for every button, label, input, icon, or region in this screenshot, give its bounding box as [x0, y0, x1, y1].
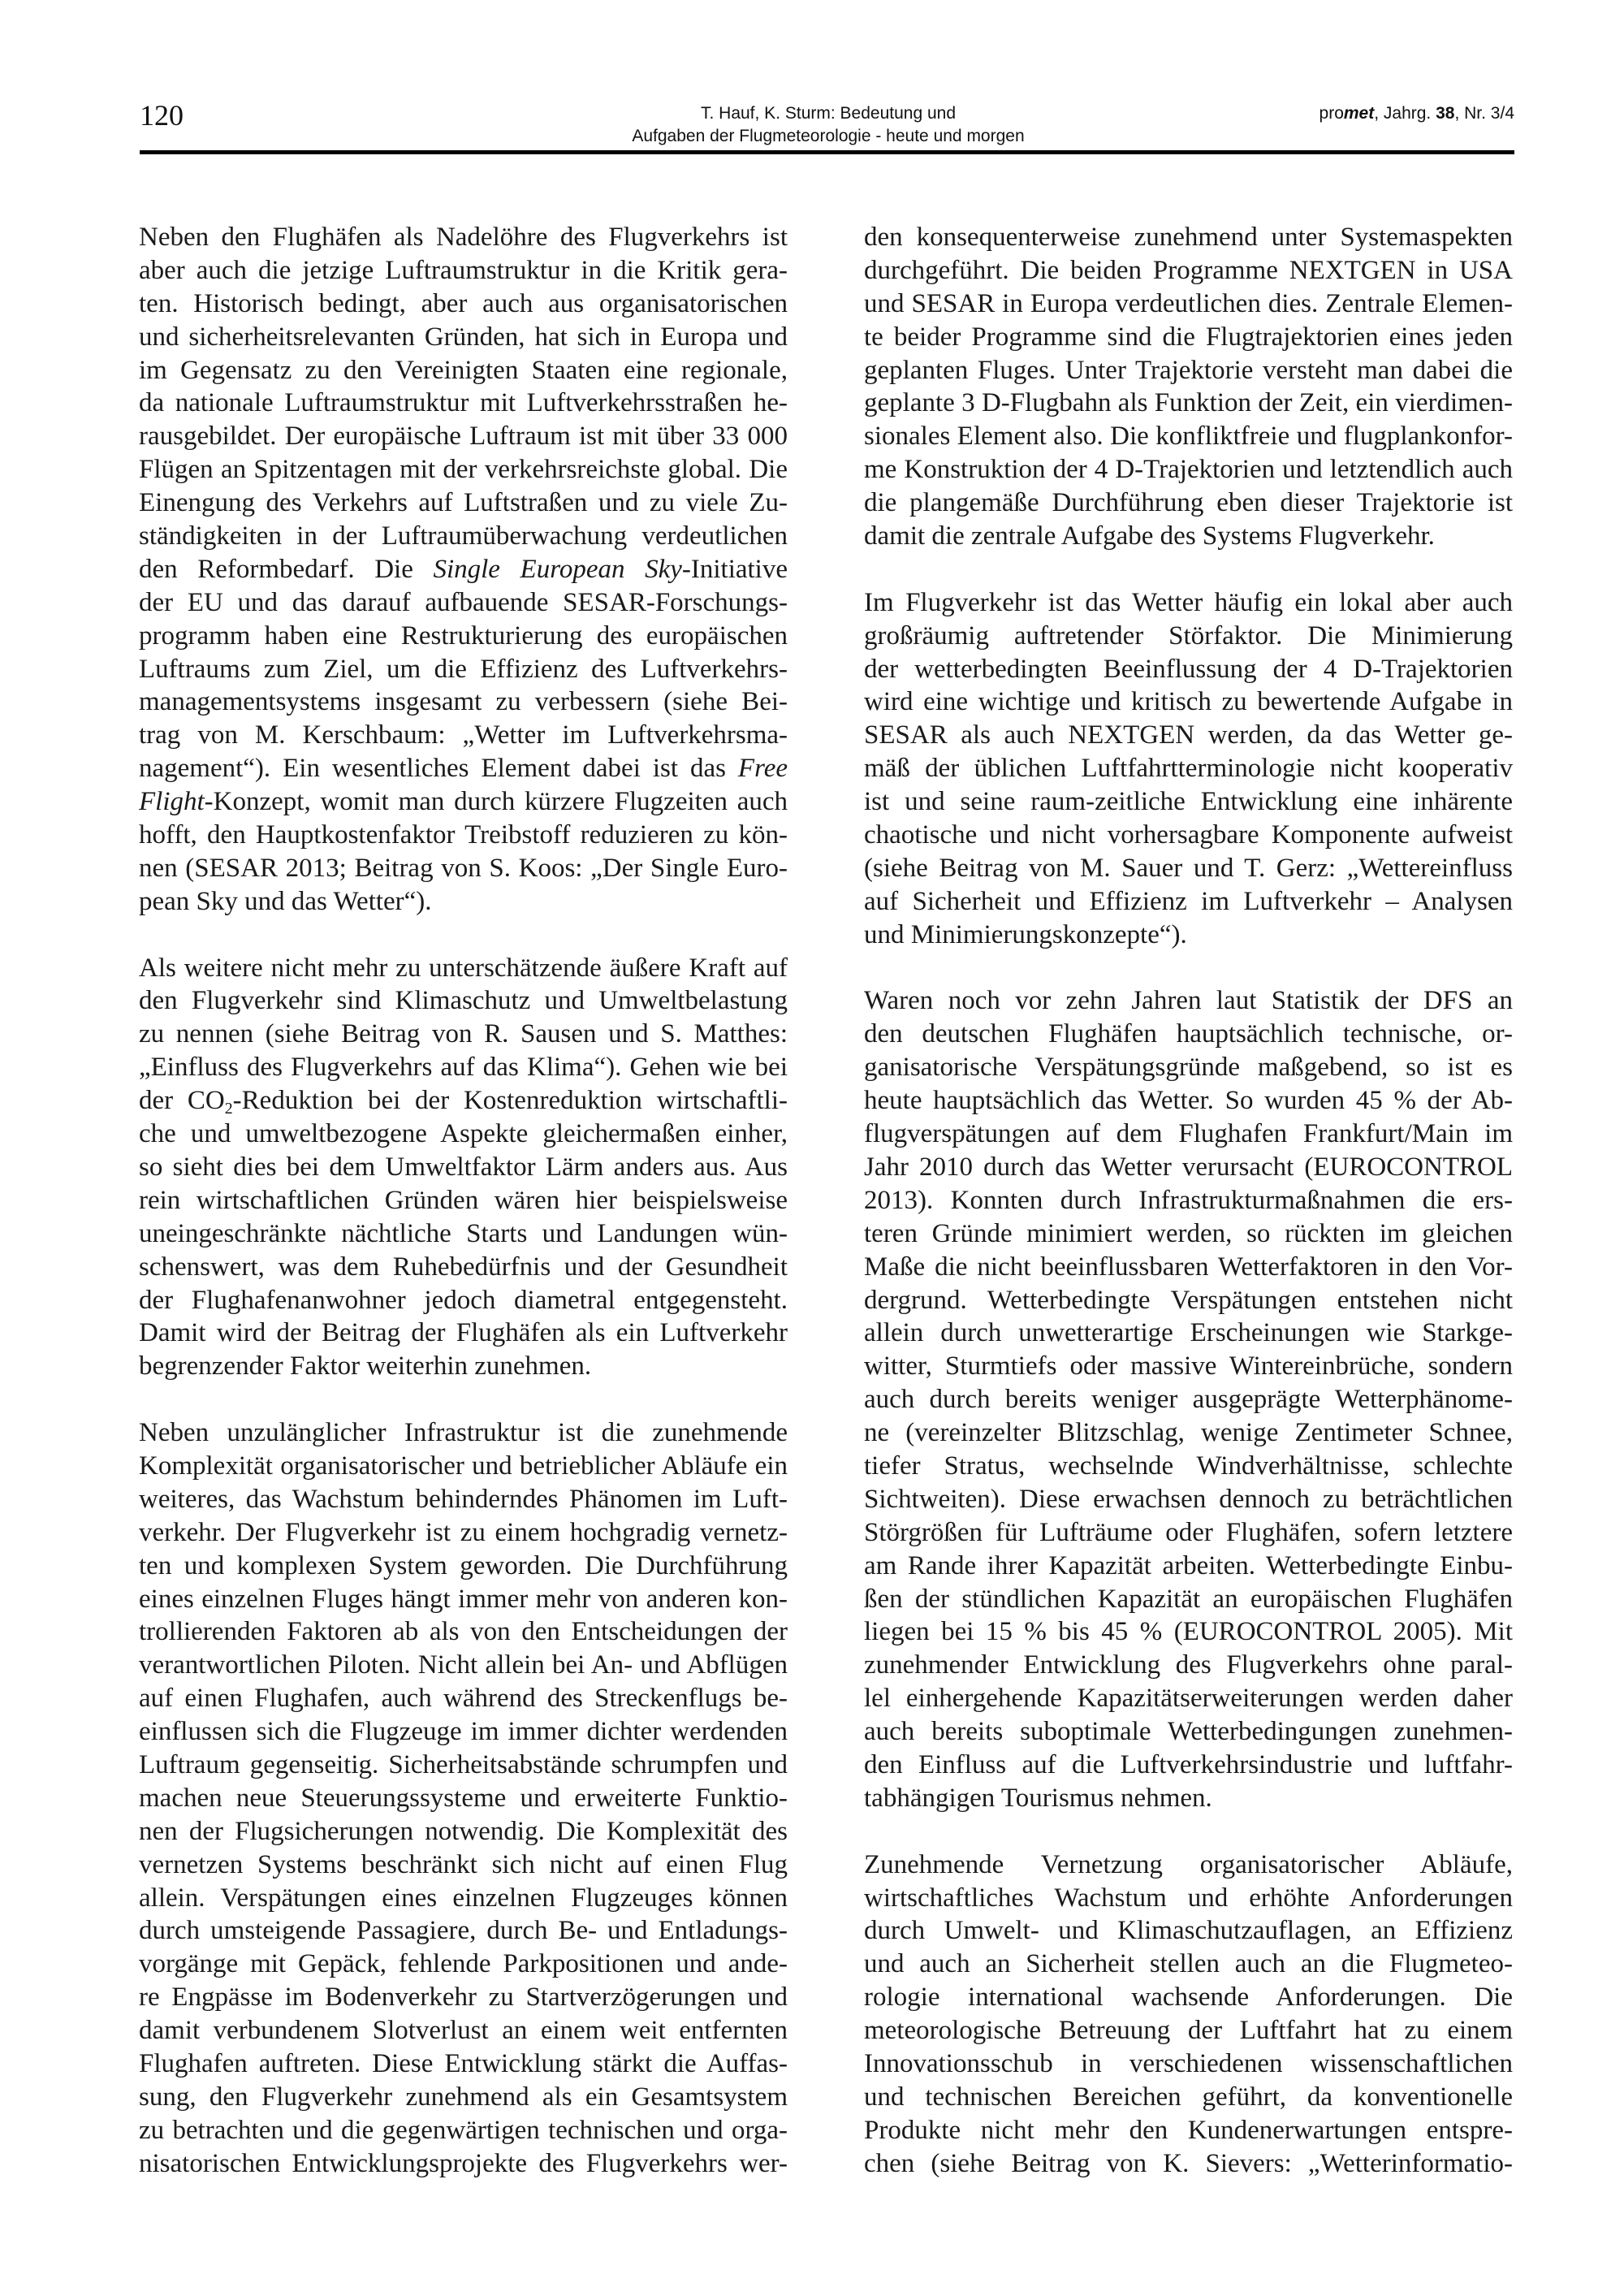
- text-line: einflussen sich die Flugzeuge im immer dichter werdenden: [139, 1717, 788, 1747]
- text-line: rein wirtschaftlichen Gründen wären hier beispielsweise: [139, 1185, 788, 1215]
- text-line: (siehe Beitrag von M. Sauer und T. Gerz: „Wettereinfluss: [864, 853, 1513, 883]
- paragraph: [139, 221, 788, 919]
- journal-name-pro: pro: [1319, 104, 1344, 123]
- header-rule: [140, 150, 1514, 154]
- text-line: lel einhergehende Kapazitätserweiterungen werden daher: [864, 1684, 1513, 1714]
- text-line: managementsystems insgesamt zu verbessern (siehe Bei-: [139, 687, 788, 717]
- text-line: Jahr 2010 durch das Wetter verursacht (EUROCONTROL: [864, 1152, 1513, 1182]
- running-title: [568, 102, 1088, 148]
- text-line: damit verbundenem Slotverlust an einem weit entfernten: [139, 2016, 788, 2046]
- text-line: und auch an Sicherheit stellen auch an die Flugmeteo-: [864, 1949, 1513, 1979]
- italic-text: Single European Sky: [433, 554, 682, 584]
- text-line: sung, den Flugverkehr zunehmend als ein Gesamtsystem: [139, 2082, 788, 2112]
- text-line: so sieht dies bei dem Umweltfaktor Lärm anders aus. Aus: [139, 1152, 788, 1182]
- text-line: te beider Programme sind die Flugtrajektorien eines jeden: [864, 322, 1513, 352]
- text-line: nen der Flugsicherungen notwendig. Die Komplexität des: [139, 1816, 788, 1846]
- text-line: tabhängigen Tourismus nehmen.: [864, 1783, 1212, 1813]
- text-line: Einengung des Verkehrs auf Luftstraßen und zu viele Zu-: [139, 488, 788, 518]
- journal-volume: 38: [1436, 104, 1455, 123]
- text-segment: -Reduktion bei der Kostenreduktion wirtschaftli-: [232, 1086, 788, 1116]
- text-line: ne (vereinzelter Blitzschlag, wenige Zentimeter Schnee,: [864, 1418, 1513, 1448]
- text-line: zu betrachten und die gegenwärtigen technischen und orga-: [139, 2115, 788, 2145]
- text-line: trollierenden Faktoren ab als von den Entscheidungen der: [139, 1617, 788, 1647]
- text-line: 2013). Konnten durch Infrastrukturmaßnahmen die ers-: [864, 1185, 1513, 1215]
- journal-name-met: met: [1343, 104, 1375, 123]
- text-line: nisatorischen Entwicklungsprojekte des Flugverkehrs wer-: [139, 2148, 788, 2178]
- text-line: Waren noch vor zehn Jahren laut Statistik der DFS an: [864, 986, 1513, 1016]
- text-line: dergrund. Wetterbedingte Verspätungen entstehen nicht: [864, 1285, 1513, 1315]
- text-line: rologie international wachsende Anforderungen. Die: [864, 1983, 1513, 2013]
- text-line: der wetterbedingten Beeinflussung der 4 D-Trajektorien: [864, 654, 1513, 684]
- text-line: rausgebildet. Der europäische Luftraum ist mit über 33 000: [139, 422, 788, 452]
- text-line: geplanten Fluges. Unter Trajektorie versteht man dabei die: [864, 355, 1513, 385]
- running-title-line-2: Aufgaben der Flugmeteorologie - heute und morgen: [632, 127, 1025, 145]
- text-line: pean Sky und das Wetter“).: [139, 886, 432, 916]
- text-line: Störgrößen für Lufträume oder Flughäfen, sofern letztere: [864, 1517, 1513, 1547]
- text-line: verantwortlichen Piloten. Nicht allein bei An- und Abflügen: [139, 1650, 788, 1680]
- text-line: vernetzen Systems beschränkt sich nicht auf einen Flug: [139, 1849, 788, 1879]
- text-line: zu nennen (siehe Beitrag von R. Sausen und S. Matthes:: [139, 1019, 788, 1049]
- text-line: vorgänge mit Gepäck, fehlende Parkpositionen und ande-: [139, 1949, 788, 1979]
- text-line: nen (SESAR 2013; Beitrag von S. Koos: „Der Single Euro-: [139, 853, 788, 883]
- subscript-text: 2: [224, 1100, 233, 1118]
- text-line: [139, 553, 788, 586]
- text-line: den Einfluss auf die Luftverkehrsindustrie und luftfahr-: [864, 1749, 1513, 1779]
- text-line: me Konstruktion der 4 D-Trajektorien und letztendlich auch: [864, 455, 1513, 485]
- text-line: aber auch die jetzige Luftraumstruktur in die Kritik gera-: [139, 255, 788, 285]
- text-line: „Einfluss des Flugverkehrs auf das Klima“). Gehen wie bei: [139, 1053, 788, 1083]
- text-line: Damit wird der Beitrag der Flughäfen als ein Luftverkehr: [139, 1318, 788, 1348]
- text-line: trag von M. Kerschbaum: „Wetter im Luftverkehrsma-: [139, 720, 788, 750]
- text-line: Neben unzulänglicher Infrastruktur ist die zunehmende: [139, 1418, 788, 1448]
- journal-year-label: , Jahrg.: [1374, 104, 1436, 123]
- paragraph: [864, 221, 1513, 553]
- text-line: heute hauptsächlich das Wetter. So wurden 45 % der Ab-: [864, 1086, 1513, 1116]
- text-line: eines einzelnen Fluges hängt immer mehr von anderen kon-: [139, 1584, 788, 1614]
- text-line: und technischen Bereichen geführt, da konventionelle: [864, 2082, 1513, 2112]
- text-line: Komplexität organisatorischer und betrieblicher Abläufe ein: [139, 1451, 788, 1481]
- text-line: Im Flugverkehr ist das Wetter häufig ein lokal aber auch: [864, 587, 1513, 617]
- text-line: und Minimierungskonzepte“).: [864, 919, 1187, 949]
- right-column: [864, 221, 1513, 2213]
- text-line: witter, Sturmtiefs oder massive Wintereinbrüche, sondern: [864, 1351, 1513, 1381]
- text-line: meteorologische Betreuung der Luftfahrt hat zu einem: [864, 2016, 1513, 2046]
- text-line: und sicherheitsrelevanten Gründen, hat sich in Europa und: [139, 322, 788, 352]
- paragraph: [864, 984, 1513, 1814]
- text-line: [139, 785, 788, 819]
- text-line: programm haben eine Restrukturierung des europäischen: [139, 620, 788, 651]
- text-line: Luftraums zum Ziel, um die Effizienz des Luftverkehrs-: [139, 654, 788, 684]
- text-line: Als weitere nicht mehr zu unterschätzende äußere Kraft auf: [139, 953, 788, 983]
- text-line: Produkte nicht mehr den Kundenerwartungen entspre-: [864, 2115, 1513, 2145]
- text-line: und SESAR in Europa verdeutlichen dies. Zentrale Elemen-: [864, 288, 1513, 318]
- text-line: machen neue Steuerungssysteme und erweiterte Funktio-: [139, 1783, 788, 1813]
- text-line: da nationale Luftraumstruktur mit Luftverkehrsstraßen he-: [139, 388, 788, 418]
- text-line: ganisatorische Verspätungsgründe maßgebend, so ist es: [864, 1053, 1513, 1083]
- text-line: teren Gründe minimiert werden, so rückten im gleichen: [864, 1218, 1513, 1248]
- text-line: Luftraum gegenseitig. Sicherheitsabstände schrumpfen und: [139, 1749, 788, 1779]
- text-line: hofft, den Hauptkostenfaktor Treibstoff reduzieren zu kön-: [139, 820, 788, 850]
- text-line: flugverspätungen auf dem Flughafen Frankfurt/Main im: [864, 1119, 1513, 1149]
- text-line: Innovationsschub in verschiedenen wissenschaftlichen: [864, 2048, 1513, 2078]
- left-column: [139, 221, 788, 2213]
- text-line: auf einen Flughafen, auch während des Streckenflugs be-: [139, 1684, 788, 1714]
- journal-issue: , Nr. 3/4: [1454, 104, 1514, 123]
- text-line: der Flughafenanwohner jedoch diametral entgegensteht.: [139, 1285, 788, 1315]
- text-segment: -Konzept, womit man durch kürzere Flugzeiten auch: [204, 787, 788, 817]
- text-line: SESAR als auch NEXTGEN werden, da das Wetter ge-: [864, 720, 1513, 750]
- text-line: am Rande ihrer Kapazität arbeiten. Wetterbedingte Einbu-: [864, 1550, 1513, 1580]
- page-number: 120: [140, 99, 184, 132]
- text-line: den konsequenterweise zunehmend unter Systemaspekten: [864, 223, 1513, 252]
- text-line: liegen bei 15 % bis 45 % (EUROCONTROL 2005). Mit: [864, 1617, 1513, 1647]
- text-line: allein durch unwetterartige Erscheinungen wie Starkge-: [864, 1318, 1513, 1348]
- text-line: ten. Historisch bedingt, aber auch aus organisatorischen: [139, 288, 788, 318]
- text-line: auch bereits suboptimale Wetterbedingungen zunehmen-: [864, 1717, 1513, 1747]
- paragraph: [864, 1848, 1513, 2181]
- text-line: durchgeführt. Die beiden Programme NEXTGEN in USA: [864, 255, 1513, 285]
- text-line: den deutschen Flughäfen hauptsächlich technische, or-: [864, 1019, 1513, 1049]
- text-line: im Gegensatz zu den Vereinigten Staaten eine regionale,: [139, 355, 788, 385]
- text-line: begrenzender Faktor weiterhin zunehmen.: [139, 1351, 592, 1381]
- text-line: den Flugverkehr sind Klimaschutz und Umweltbelastung: [139, 986, 788, 1016]
- text-segment: nagement“). Ein wesentliches Element dabei ist das: [139, 754, 738, 784]
- text-line: Sichtweiten). Diese erwachsen dennoch zu beträchtlichen: [864, 1484, 1513, 1514]
- text-line: auch durch bereits weniger ausgeprägte Wetterphänome-: [864, 1385, 1513, 1415]
- text-line: durch Umwelt- und Klimaschutzauflagen, an Effizienz: [864, 1916, 1513, 1946]
- text-line: ßen der stündlichen Kapazität an europäischen Flughäfen: [864, 1584, 1513, 1614]
- italic-text: Free: [737, 754, 788, 784]
- text-line: [139, 1084, 788, 1118]
- text-line: schenswert, was dem Ruhebedürfnis und der Gesundheit: [139, 1252, 788, 1282]
- text-line: sionales Element also. Die konfliktfreie und flugplankonfor-: [864, 422, 1513, 452]
- text-line: uneingeschränkte nächtliche Starts und Landungen wün-: [139, 1218, 788, 1248]
- text-line: weiteres, das Wachstum behinderndes Phänomen im Luft-: [139, 1484, 788, 1514]
- text-line: ist und seine raum-zeitliche Entwicklung eine inhärente: [864, 787, 1513, 817]
- text-segment: -Initiative: [681, 554, 788, 584]
- text-line: auf Sicherheit und Effizienz im Luftverkehr – Analysen: [864, 886, 1513, 916]
- text-line: die plangemäße Durchführung eben dieser Trajektorie ist: [864, 488, 1513, 518]
- text-line: verkehr. Der Flugverkehr ist zu einem hochgradig vernetz-: [139, 1517, 788, 1547]
- italic-text: Flight: [139, 787, 205, 817]
- text-line: mäß der üblichen Luftfahrtterminologie nicht kooperativ: [864, 754, 1513, 784]
- text-line: zunehmender Entwicklung des Flugverkehrs ohne paral-: [864, 1650, 1513, 1680]
- text-segment: den Reformbedarf. Die: [139, 554, 434, 584]
- running-title-line-1: T. Hauf, K. Sturm: Bedeutung und: [700, 104, 956, 123]
- text-line: ten und komplexen System geworden. Die Durchführung: [139, 1550, 788, 1580]
- text-line: Flügen an Spitzentagen mit der verkehrsreichste global. Die: [139, 455, 788, 485]
- text-line: durch umsteigende Passagiere, durch Be- und Entladungs-: [139, 1916, 788, 1946]
- text-line: Neben den Flughäfen als Nadelöhre des Flugverkehrs ist: [139, 223, 788, 252]
- paragraph: [139, 1416, 788, 2180]
- text-line: che und umweltbezogene Aspekte gleichermaßen einher,: [139, 1119, 788, 1149]
- text-line: wird eine wichtige und kritisch zu bewertende Aufgabe in: [864, 687, 1513, 717]
- text-line: [139, 752, 788, 785]
- text-line: ständigkeiten in der Luftraumüberwachung verdeutlichen: [139, 521, 788, 551]
- text-line: wirtschaftliches Wachstum und erhöhte Anforderungen: [864, 1883, 1513, 1913]
- text-segment: der CO: [139, 1086, 225, 1116]
- paragraph: [139, 952, 788, 1384]
- text-line: der EU und das darauf aufbauende SESAR-Forschungs-: [139, 587, 788, 617]
- paragraph: [864, 586, 1513, 952]
- text-line: Flughafen auftreten. Diese Entwicklung stärkt die Auffas-: [139, 2048, 788, 2078]
- text-line: großräumig auftretender Störfaktor. Die Minimierung: [864, 620, 1513, 651]
- text-line: tiefer Stratus, wechselnde Windverhältnisse, schlechte: [864, 1451, 1513, 1481]
- journal-reference: [1320, 102, 1514, 125]
- text-line: Zunehmende Vernetzung organisatorischer Abläufe,: [864, 1849, 1513, 1879]
- text-line: allein. Verspätungen eines einzelnen Flugzeuges können: [139, 1883, 788, 1913]
- text-line: chen (siehe Beitrag von K. Sievers: „Wetterinformatio-: [864, 2148, 1513, 2178]
- text-line: damit die zentrale Aufgabe des Systems Flugverkehr.: [864, 521, 1435, 551]
- text-line: re Engpässe im Bodenverkehr zu Startverzögerungen und: [139, 1983, 788, 2013]
- text-line: Maße die nicht beeinflussbaren Wetterfaktoren in den Vor-: [864, 1252, 1513, 1282]
- text-line: chaotische und nicht vorhersagbare Komponente aufweist: [864, 820, 1513, 850]
- text-line: geplante 3 D-Flugbahn als Funktion der Zeit, ein vierdimen-: [864, 388, 1513, 418]
